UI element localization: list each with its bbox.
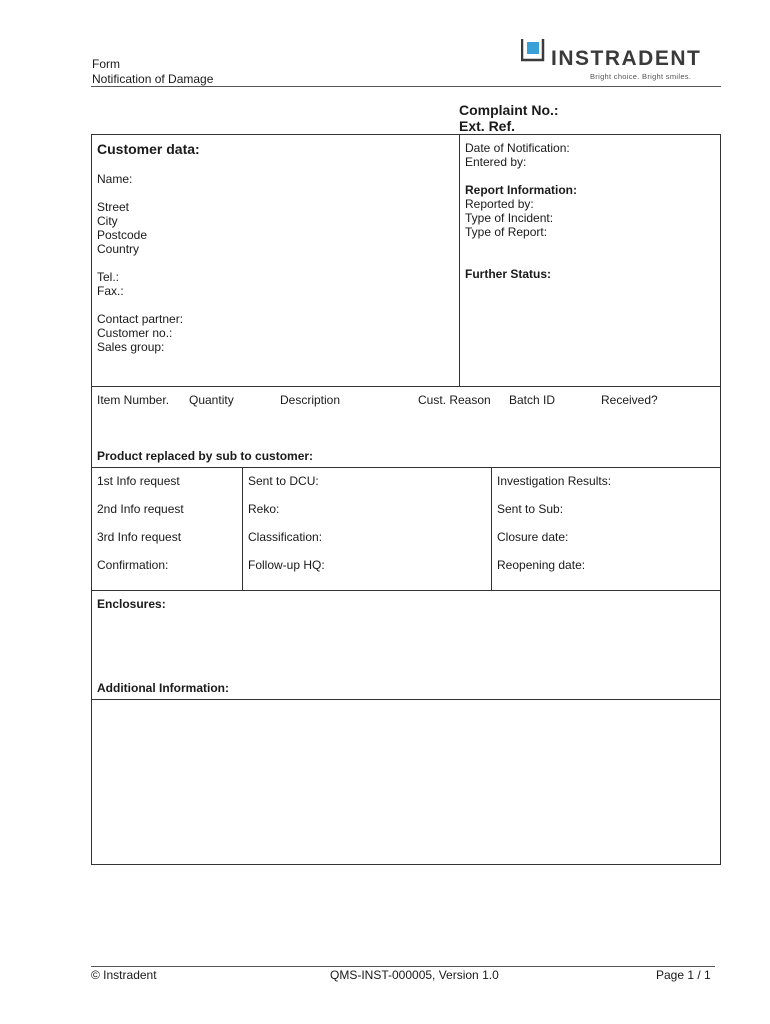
column-divider: [459, 134, 460, 387]
column-batch-id: Batch ID: [509, 393, 556, 407]
report-information-heading: Report Information:: [465, 183, 577, 197]
info-request-2: 2nd Info request: [97, 502, 184, 516]
sent-to-sub-field: Sent to Sub:: [497, 502, 564, 516]
column-cust-reason: Cust. Reason: [418, 393, 491, 407]
customer-report-box: [91, 134, 721, 387]
reported-by-field: Reported by:: [465, 197, 534, 211]
additional-information-heading: Additional Information:: [97, 681, 229, 695]
reko-field: Reko:: [248, 502, 280, 516]
fax-field: Fax.:: [97, 284, 124, 298]
logo-wordmark: INSTRADENT: [551, 47, 702, 70]
street-field: Street: [97, 200, 130, 214]
type-of-incident-field: Type of Incident:: [465, 211, 554, 225]
name-field: Name:: [97, 172, 133, 186]
reopening-date-field: Reopening date:: [497, 558, 586, 572]
header-divider: [91, 86, 721, 87]
sent-to-dcu-field: Sent to DCU:: [248, 474, 319, 488]
confirmation-field: Confirmation:: [97, 558, 169, 572]
follow-up-hq-field: Follow-up HQ:: [248, 558, 325, 572]
type-of-report-field: Type of Report:: [465, 225, 548, 239]
postcode-field: Postcode: [97, 228, 148, 242]
footer-page-number: Page 1 / 1: [656, 968, 711, 982]
entered-by-field: Entered by:: [465, 155, 527, 169]
enclosures-heading: Enclosures:: [97, 597, 166, 611]
instradent-logo-icon: [521, 38, 545, 62]
date-of-notification-field: Date of Notification:: [465, 141, 570, 155]
form-header: [92, 57, 213, 87]
investigation-results-field: Investigation Results:: [497, 474, 612, 488]
info-request-1: 1st Info request: [97, 474, 180, 488]
classification-field: Classification:: [248, 530, 323, 544]
ext-ref-label: Ext. Ref.: [459, 118, 516, 134]
footer-divider: [91, 966, 715, 967]
further-status-heading: Further Status:: [465, 267, 552, 281]
info-request-3: 3rd Info request: [97, 530, 182, 544]
info-grid-divider-2: [491, 467, 492, 591]
customer-no-field: Customer no.:: [97, 326, 173, 340]
closure-date-field: Closure date:: [497, 530, 569, 544]
customer-data-title: Customer data:: [97, 141, 200, 157]
additional-information-area: [91, 699, 721, 865]
form-label: Form: [92, 57, 120, 71]
footer-copyright: © Instradent: [91, 968, 157, 982]
info-grid-divider-1: [242, 467, 243, 591]
column-quantity: Quantity: [189, 393, 234, 407]
complaint-no-label: Complaint No.:: [459, 102, 559, 118]
country-field: Country: [97, 242, 140, 256]
tel-field: Tel.:: [97, 270, 120, 284]
sales-group-field: Sales group:: [97, 340, 165, 354]
column-description: Description: [280, 393, 341, 407]
column-item-number: Item Number.: [97, 393, 170, 407]
form-title: Notification of Damage: [92, 72, 214, 86]
city-field: City: [97, 214, 118, 228]
column-received: Received?: [601, 393, 658, 407]
product-replaced-heading: Product replaced by sub to customer:: [97, 449, 314, 463]
footer-document-id: QMS-INST-000005, Version 1.0: [330, 968, 499, 982]
info-grid-box: [91, 467, 721, 591]
contact-partner-field: Contact partner:: [97, 312, 184, 326]
complaint-block: [459, 102, 559, 134]
logo-tagline: Bright choice. Bright smiles.: [590, 72, 692, 81]
